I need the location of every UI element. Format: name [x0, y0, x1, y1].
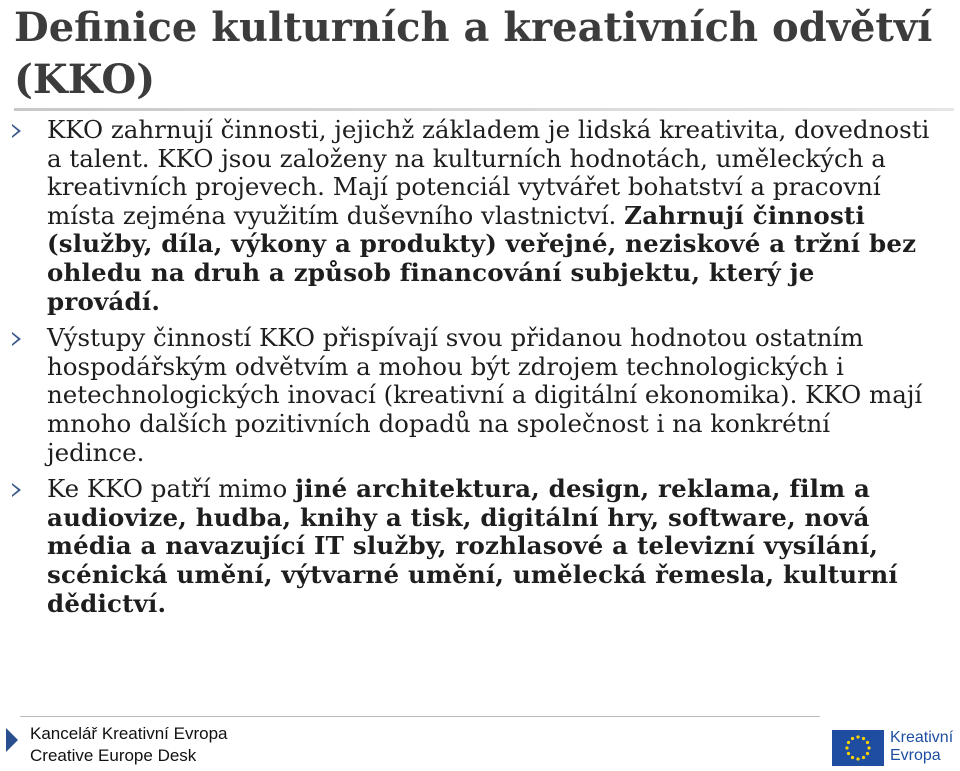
bullet-arrow-icon	[12, 483, 21, 497]
bullet-arrow-icon	[12, 332, 21, 346]
bullet-item-3	[0, 475, 932, 618]
bullet-text: Výstupy činností KKO přispívají svou přidanou hodnotou ostatním hospodářským odvětvím a mohou být zdrojem technologických i netechnologických inovací (kreativní a digitální ekonomika). KKO mají mnoho dalších pozitivních dopadů na společnost i na konkrétní jedince.	[47, 323, 923, 467]
bullet-arrow-icon	[12, 124, 21, 138]
logo-word-1: Kreativní	[890, 729, 954, 746]
footer-office-name	[30, 723, 228, 767]
creative-europe-logo	[832, 728, 956, 768]
bullet-text: KKO zahrnují činnosti, jejichž základem je lidská kreativita, dovednosti a talent. KKO jsou založeny na kulturních hodnotách, uměleckých a kreativních projevech. Mají potenciál vytvářet bohatství a pracovní místa zejména využitím duševního vlastnictví.	[47, 115, 930, 230]
bullet-text: Ke KKO patří mimo	[47, 474, 296, 504]
eu-flag-icon	[832, 730, 884, 766]
footer-line-english: Creative Europe Desk	[30, 746, 197, 765]
logo-word-2: Evropa	[890, 747, 941, 764]
bullet-bold-text: Zahrnují činnosti (služby, díla, výkony a produkty) veřejné, neziskové a tržní bez ohledu na druh a způsob financování subjektu, který je provádí.	[47, 200, 917, 316]
bullet-item-1	[0, 116, 932, 316]
bullet-item-2	[0, 324, 932, 467]
logo-wordmark	[890, 729, 953, 765]
title-divider	[14, 108, 954, 111]
footer-arrow-icon	[6, 728, 18, 752]
footer-line-czech: Kancelář Kreativní Evropa	[30, 724, 228, 743]
footer-divider	[20, 716, 820, 717]
slide-title: Definice kulturních a kreativních odvětví (KKO)	[14, 4, 933, 103]
slide-content	[0, 116, 960, 626]
bullet-bold-text: jiné architektura, design, reklama, film a audiovize, hudba, knihy a tisk, digitální hry, software, nová média a navazující IT služby, rozhlasové a televizní vysílání, scénická umění, výtvarné umění, umělecká řemesla, kulturní dědictví.	[47, 474, 898, 618]
slide-footer	[0, 716, 960, 771]
